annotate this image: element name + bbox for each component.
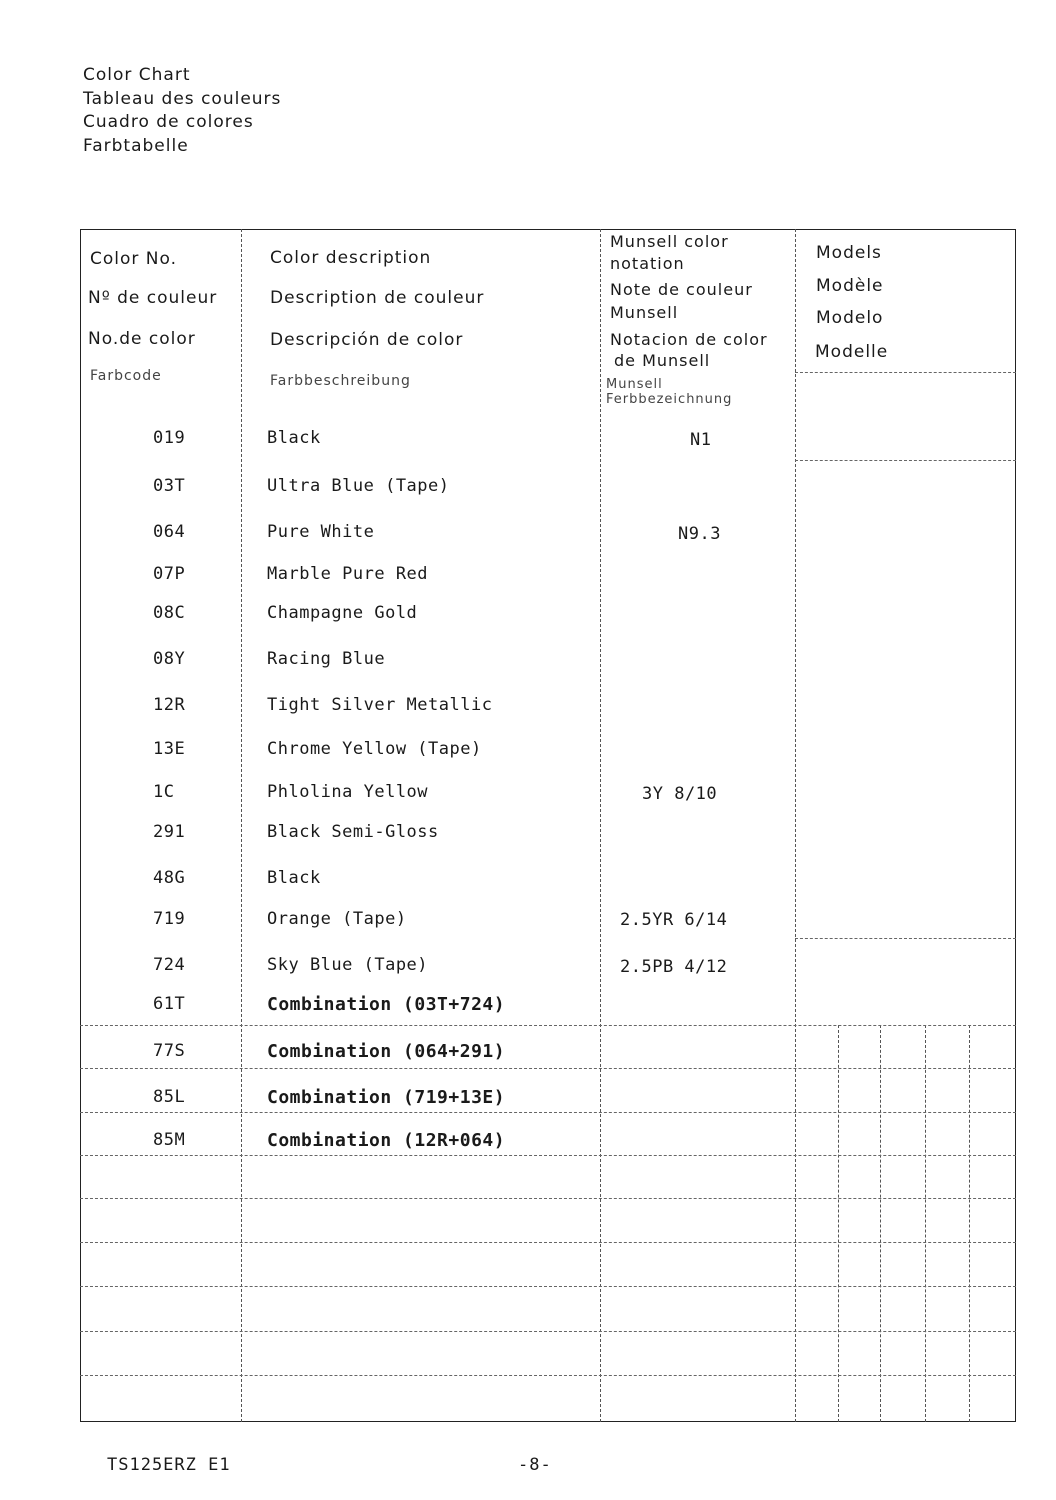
row-description: Marble Pure Red bbox=[267, 564, 429, 584]
column-divider bbox=[880, 1025, 881, 1422]
header-munsell-es-2: de Munsell bbox=[614, 351, 711, 370]
header-munsell-fr-1: Note de couleur bbox=[610, 280, 753, 299]
row-code: 019 bbox=[153, 428, 186, 448]
header-description-de: Farbbeschreibung bbox=[270, 373, 411, 389]
column-divider bbox=[241, 229, 242, 1422]
row-divider bbox=[795, 938, 1016, 939]
row-divider bbox=[80, 1025, 1016, 1026]
row-divider bbox=[80, 1242, 1016, 1243]
row-code: 48G bbox=[153, 868, 186, 888]
row-munsell: N1 bbox=[690, 430, 712, 450]
chart-titles bbox=[83, 64, 281, 158]
row-code: 77S bbox=[153, 1041, 186, 1061]
row-code: 08C bbox=[153, 603, 186, 623]
row-divider bbox=[80, 1068, 1016, 1069]
row-code: 85L bbox=[153, 1087, 186, 1107]
row-divider bbox=[80, 1375, 1016, 1376]
row-munsell: 3Y 8/10 bbox=[642, 784, 718, 804]
document-id: TS125ERZ E1 bbox=[107, 1455, 231, 1475]
title-en: Color Chart bbox=[83, 65, 191, 85]
row-description: Phlolina Yellow bbox=[267, 782, 429, 802]
header-description-es: Descripción de color bbox=[270, 330, 464, 350]
row-description: Sky Blue (Tape) bbox=[267, 955, 429, 975]
header-munsell-de-2: Ferbbezeichnung bbox=[606, 392, 733, 407]
column-divider bbox=[795, 229, 796, 1422]
title-fr: Tableau des couleurs bbox=[83, 88, 282, 109]
header-models-de: Modelle bbox=[815, 342, 889, 362]
row-description: Chrome Yellow (Tape) bbox=[267, 739, 482, 759]
row-divider bbox=[80, 1331, 1016, 1332]
title-es: Cuadro de colores bbox=[83, 112, 254, 132]
header-models-en: Models bbox=[816, 243, 882, 263]
row-code: 1C bbox=[153, 782, 175, 802]
header-description-en: Color description bbox=[270, 248, 432, 268]
row-munsell: N9.3 bbox=[678, 524, 721, 544]
page-number: -8- bbox=[518, 1455, 552, 1475]
row-code: 064 bbox=[153, 522, 186, 542]
row-code: 719 bbox=[153, 909, 186, 929]
row-description: Racing Blue bbox=[267, 649, 386, 669]
row-description: Orange (Tape) bbox=[267, 909, 407, 929]
row-description: Black Semi-Gloss bbox=[267, 822, 439, 842]
row-code: 08Y bbox=[153, 649, 186, 669]
header-models-fr: Modèle bbox=[816, 276, 884, 296]
row-description: Pure White bbox=[267, 522, 375, 542]
header-color-no-en: Color No. bbox=[90, 249, 178, 269]
column-divider bbox=[600, 229, 601, 1422]
row-description: Combination (719+13E) bbox=[267, 1087, 506, 1108]
row-description: Ultra Blue (Tape) bbox=[267, 476, 450, 496]
row-code: 61T bbox=[153, 994, 186, 1014]
row-munsell: 2.5YR 6/14 bbox=[620, 910, 728, 930]
row-code: 12R bbox=[153, 695, 186, 715]
header-munsell-en-1: Munsell color bbox=[610, 232, 729, 251]
header-munsell-en-2: notation bbox=[610, 254, 685, 273]
row-description: Tight Silver Metallic bbox=[267, 695, 493, 715]
header-munsell-es-1: Notacion de color bbox=[610, 330, 768, 349]
column-divider bbox=[925, 1025, 926, 1422]
row-description: Combination (03T+724) bbox=[267, 994, 506, 1015]
header-munsell-fr-2: Munsell bbox=[610, 303, 679, 322]
row-description: Combination (12R+064) bbox=[267, 1130, 506, 1151]
row-divider bbox=[80, 1112, 1016, 1113]
row-code: 85M bbox=[153, 1130, 186, 1150]
row-code: 13E bbox=[153, 739, 186, 759]
row-code: 724 bbox=[153, 955, 186, 975]
header-models-es: Modelo bbox=[816, 308, 884, 328]
row-code: 291 bbox=[153, 822, 186, 842]
row-divider bbox=[80, 1198, 1016, 1199]
column-divider bbox=[838, 1025, 839, 1422]
row-description: Black bbox=[267, 868, 321, 888]
row-description: Black bbox=[267, 428, 321, 448]
column-divider bbox=[969, 1025, 970, 1422]
color-table bbox=[80, 229, 1016, 1422]
header-description-fr: Description de couleur bbox=[270, 288, 485, 308]
row-code: 07P bbox=[153, 564, 186, 584]
row-munsell: 2.5PB 4/12 bbox=[620, 957, 728, 977]
row-code: 03T bbox=[153, 476, 186, 496]
row-divider bbox=[80, 1155, 1016, 1156]
header-color-no-es: No.de color bbox=[88, 329, 196, 349]
header-munsell-de-1: Munsell bbox=[606, 377, 663, 392]
header-color-no-de: Farbcode bbox=[90, 368, 162, 384]
row-divider bbox=[80, 1286, 1016, 1287]
row-description: Combination (064+291) bbox=[267, 1041, 506, 1062]
row-description: Champagne Gold bbox=[267, 603, 418, 623]
row-divider bbox=[795, 460, 1016, 461]
title-de: Farbtabelle bbox=[83, 135, 189, 156]
header-color-no-fr: Nº de couleur bbox=[88, 288, 218, 308]
row-divider bbox=[795, 372, 1016, 373]
